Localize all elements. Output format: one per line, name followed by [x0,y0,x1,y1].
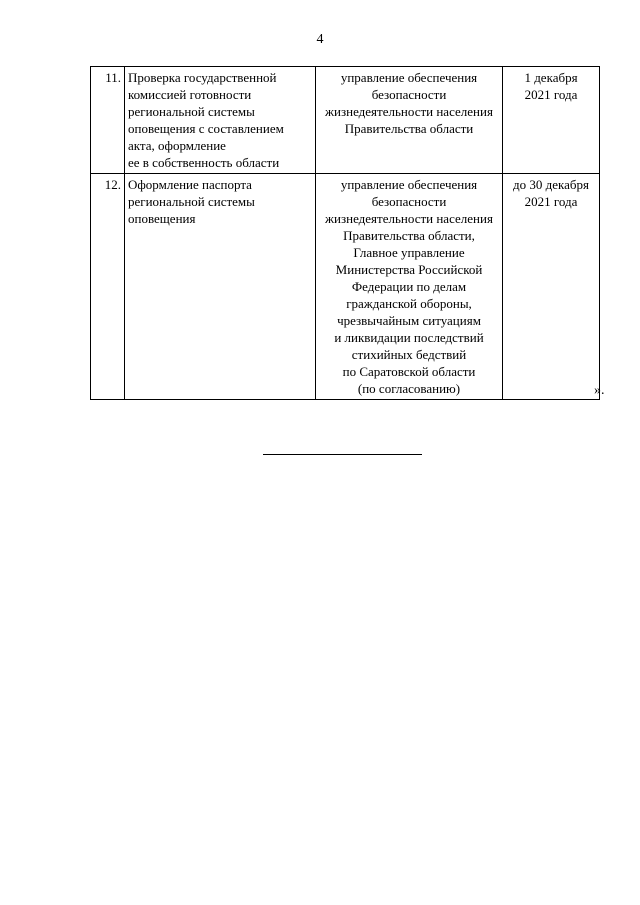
table-row [91,174,600,400]
responsible-text: по Саратовской области [342,364,476,379]
responsible-text: Главное управление [353,245,465,260]
responsible-text: безопасности [371,194,447,209]
term-cell [503,67,600,174]
responsible-text: гражданской обороны, [346,296,472,311]
responsible-text: (по согласованию) [357,381,461,396]
responsible-text: управление обеспечения [340,70,478,85]
task-text: комиссией готовности [128,87,252,102]
responsible-cell [316,174,503,400]
page-number: 4 [316,32,324,47]
responsible-text: Правительства области [344,121,474,136]
row-number: 11. [91,67,125,174]
responsible-text: чрезвычайным ситуациям [337,313,481,328]
closing-quote: ». [594,383,605,398]
task-text: акта, оформление [128,138,226,153]
term-text: 1 декабря [524,70,578,85]
end-divider [263,454,422,455]
responsible-text: Правительства области, [343,228,475,243]
task-cell [125,67,316,174]
task-text: региональной системы [128,104,255,119]
task-text: Оформление паспорта [128,177,252,192]
term-text: 2021 года [524,87,578,102]
responsible-text: безопасности [371,87,447,102]
responsible-text: и ликвидации последствий [334,330,484,345]
responsible-text: жизнедеятельности населения [325,211,493,226]
table-row [91,67,600,174]
responsible-text: Министерства Российской [335,262,483,277]
responsible-text: стихийных бедствий [351,347,467,362]
responsible-text: жизнедеятельности населения [325,104,493,119]
term-text: до 30 декабря [513,177,589,192]
task-text: оповещения [128,211,196,226]
responsible-text: Федерации по делам [351,279,467,294]
task-cell [125,174,316,400]
plan-table [90,66,600,400]
row-number: 12. [91,174,125,400]
task-text: оповещения с составлением [128,121,284,136]
term-text: 2021 года [524,194,578,209]
task-text: региональной системы [128,194,255,209]
responsible-cell [316,67,503,174]
term-cell [503,174,600,400]
task-text: Проверка государственной [128,70,277,85]
responsible-text: управление обеспечения [340,177,478,192]
task-text: ее в собственность области [128,155,280,170]
